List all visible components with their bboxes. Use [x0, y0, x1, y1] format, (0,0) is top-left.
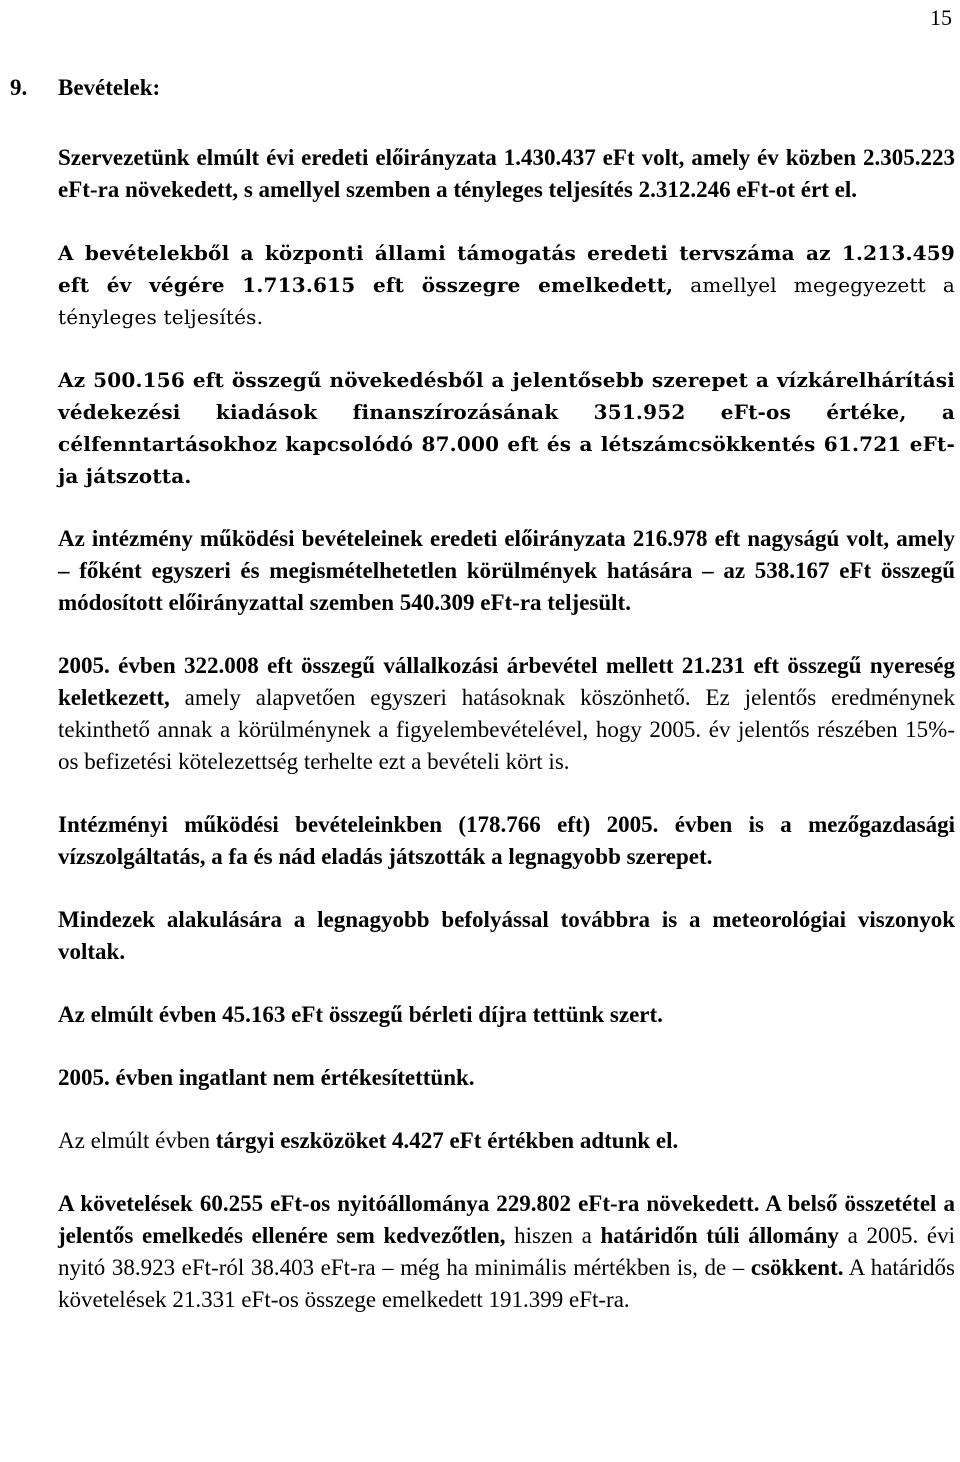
bold-text-segment: Intézményi működési bevételeinkben (178.766 eft) 2005. évben is a mezőgazdasági vízszolgáltatás, a fa és nád eladás játszották a legnagyobb szerepet. — [58, 812, 955, 869]
paragraph — [58, 364, 955, 492]
section-number: 9. — [10, 75, 28, 100]
bold-text-segment: 2005. évben ingatlant nem értékesítettünk. — [58, 1065, 475, 1090]
bold-text-segment: Szervezetünk elmúlt évi eredeti előirányzata 1.430.437 eFt volt, amely év közben 2.305.223 eFt-ra növekedett, s amellyel szemben a tényleges teljesítés 2.312.246 eFt-ot ért el. — [58, 145, 955, 202]
document-body — [10, 58, 955, 1347]
paragraph — [58, 1188, 955, 1316]
bold-text-segment: csökkent. — [750, 1255, 844, 1280]
bold-text-segment: A követelések 60.255 eFt-os nyitóállománya 229.802 eFt-ra növekedett. A belső összetétel a jelentős emelkedés ellenére sem kedvezőtlen, — [58, 1191, 955, 1248]
paragraph — [58, 1125, 955, 1157]
paragraph — [58, 650, 955, 778]
paragraph — [58, 523, 955, 619]
text-segment: amely alapvetően egyszeri hatásoknak köszönhető. Ez jelentős eredménynek tekinthető annak a körülménynek a figyelembevételével, hogy 2005. év jelentős részében 15%-os befizetési kötelezettség terhelte ezt a bevételi kört is. — [58, 685, 955, 774]
paragraph — [58, 237, 955, 333]
bold-text-segment: tárgyi eszközöket 4.427 eFt értékben adtunk el. — [215, 1128, 679, 1153]
text-segment: a 2005. évi nyitó 38.923 eFt-ról 38.403 eFt-ra – még ha minimális mértékben is, de – — [58, 1223, 955, 1280]
text-segment: Az elmúlt évben — [58, 1128, 216, 1153]
bold-text-segment: Mindezek alakulására a legnagyobb befolyással továbbra is a meteorológiai viszonyok voltak. — [58, 907, 955, 964]
paragraph — [58, 809, 955, 873]
paragraph — [58, 1062, 955, 1094]
text-segment: A határidős követelések 21.331 eFt-os összege emelkedett 191.399 eFt-ra. — [58, 1255, 955, 1312]
text-segment: amellyel megegyezett a tényleges teljesítés. — [58, 273, 955, 329]
bold-text-segment: Az intézmény működési bevételeinek eredeti előirányzata 216.978 eft nagyságú volt, amely – főként egyszeri és megismételhetetlen körülmények hatására – az 538.167 eFt összegű módosított előirányzattal szemben 540.309 eFt-ra teljesült. — [58, 526, 955, 615]
bold-text-segment: Az 500.156 eft összegű növekedésből a jelentősebb szerepet a vízkárelhárítási védekezési kiadások finanszírozásának 351.952 eFt-os értéke, a célfenntartásokhoz kapcsolódó 87.000 eft és a létszámcsökkentés 61.721 eFt-ja játszotta. — [58, 368, 955, 488]
bold-text-segment: határidőn túli állomány — [600, 1223, 839, 1248]
paragraph — [58, 904, 955, 968]
section-heading — [10, 72, 955, 104]
bold-text-segment: 2005. évben 322.008 eft összegű vállalkozási árbevétel mellett 21.231 eft összegű nyereség keletkezett, — [58, 653, 955, 710]
paragraph-list — [58, 142, 955, 1316]
page-number: 15 — [930, 5, 952, 30]
paragraph — [58, 142, 955, 206]
text-segment: hiszen a — [505, 1223, 601, 1248]
section-title: Bevételek: — [58, 75, 161, 100]
bold-text-segment: A bevételekből a központi állami támogatás eredeti tervszáma az 1.213.459 eft év végére 1.713.615 eft összegre emelkedett, — [58, 241, 955, 297]
paragraph — [58, 999, 955, 1031]
bold-text-segment: Az elmúlt évben 45.163 eFt összegű bérleti díjra tettünk szert. — [58, 1002, 663, 1027]
